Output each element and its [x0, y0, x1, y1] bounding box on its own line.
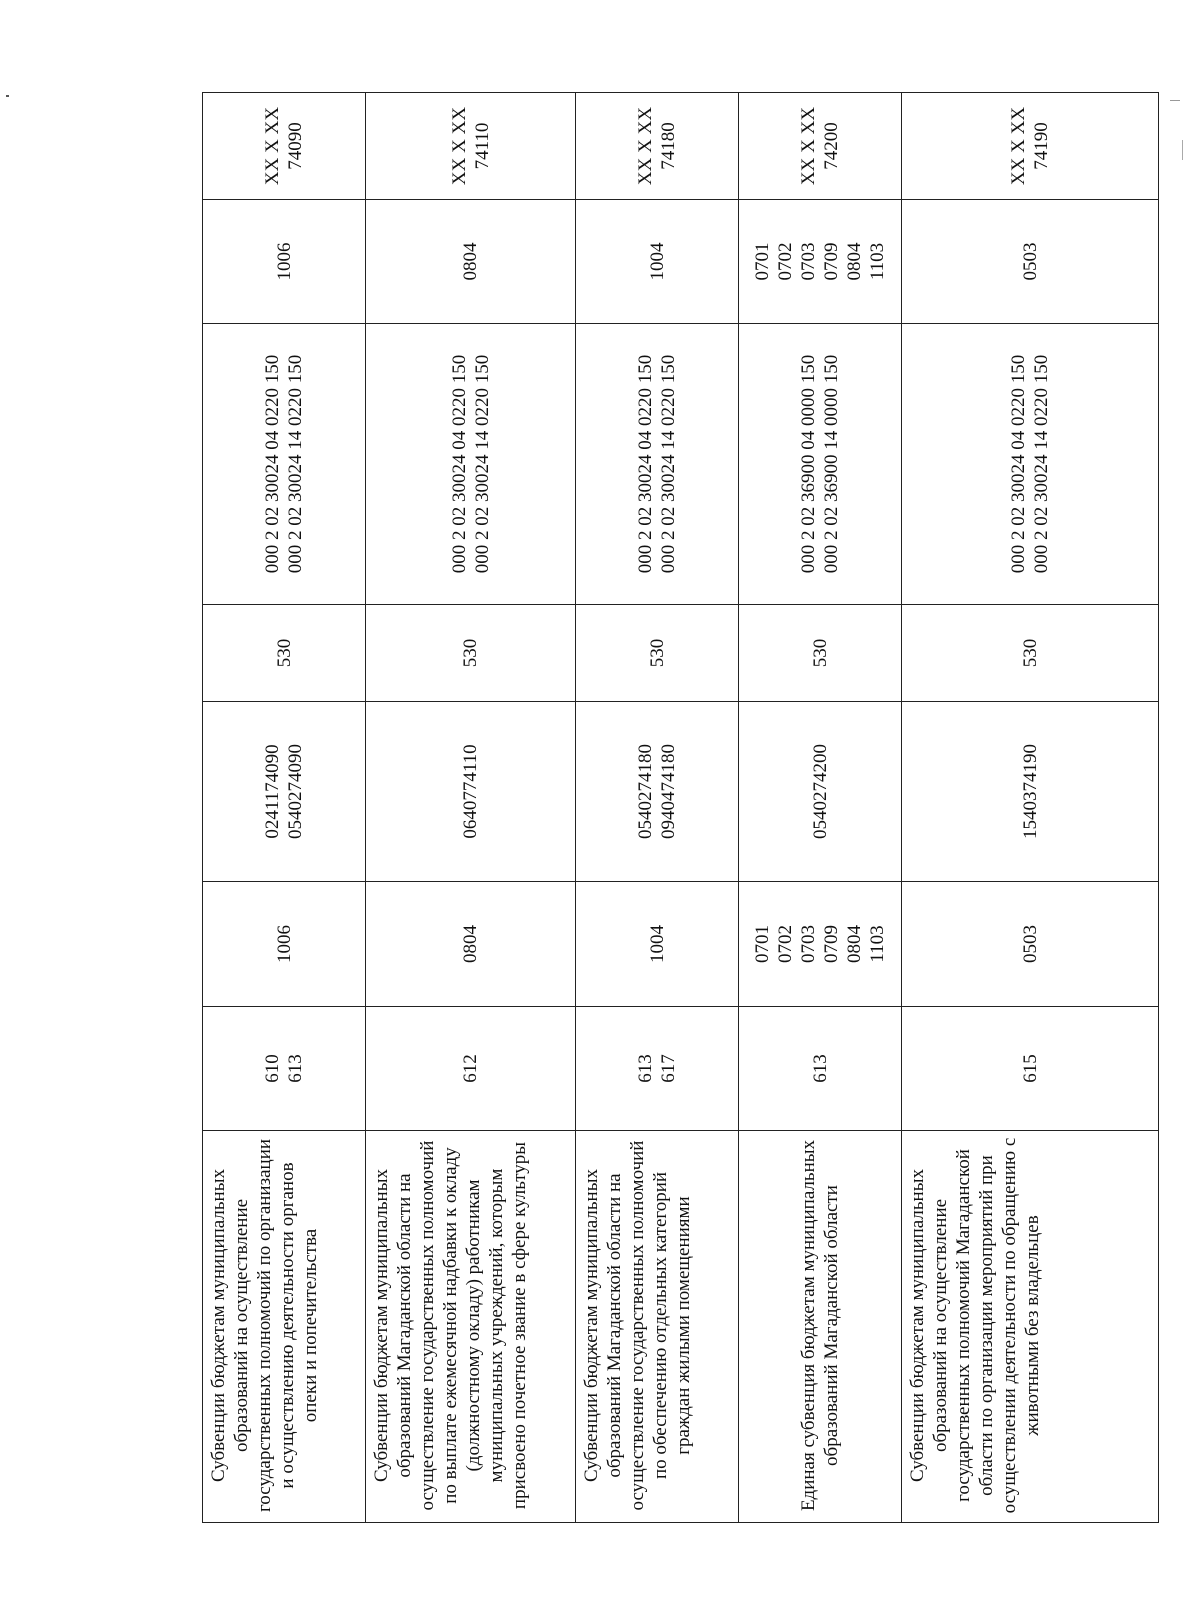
description-cell: Субвенции бюджетам муниципальных образований на осуществление государственных полномочий Магаданской области по организации мероприятий при осуществлении деятельности по обращению с животными без владельцев [902, 1131, 1159, 1523]
target-article-cell: 1540374190 [902, 702, 1159, 882]
table-row [902, 93, 1159, 1523]
section-2-cell: 1006 [203, 200, 366, 324]
budget-codes-cell [203, 324, 366, 605]
expense-type-cell: 530 [366, 605, 576, 702]
section-cell: 1006 [203, 882, 366, 1007]
budget-code-value: 000 2 02 30024 14 0220 150 [1031, 354, 1052, 574]
kosgu-value: 617 [658, 1054, 679, 1083]
code-cell: XX X XX 74180 [576, 93, 739, 200]
section-2-cell: 1004 [576, 200, 739, 324]
section-value: 1103 [867, 925, 888, 963]
rotated-table-container [202, 93, 1158, 1523]
budget-code-value: 000 2 02 30024 14 0220 150 [285, 354, 306, 574]
section-2-value: 0702 [775, 242, 796, 281]
section-2-value: 0703 [798, 242, 819, 281]
section-2-value: 1103 [867, 242, 888, 281]
section-2-cell: 0503 [902, 200, 1159, 324]
budget-code-value: 000 2 02 30024 14 0220 150 [658, 354, 679, 574]
description-cell: Единая субвенция бюджетам муниципальных образований Магаданской области [739, 1131, 902, 1523]
kosgu-cell: 613 [739, 1007, 902, 1131]
budget-codes-cell [739, 324, 902, 605]
section-cell: 1004 [576, 882, 739, 1007]
kosgu-value: 613 [635, 1054, 656, 1083]
section-2-value: 0709 [821, 242, 842, 281]
budget-code-value: 000 2 02 30024 04 0220 150 [262, 354, 283, 574]
code-cell: XX X XX 74090 [203, 93, 366, 200]
description-cell: Субвенции бюджетам муниципальных образований на осуществление государственных полномочий по организации и осуществлению деятельности органов опеки и попечительства [203, 1131, 366, 1523]
subvention-table [202, 92, 1159, 1523]
target-article-value: 0540274180 [635, 744, 656, 839]
budget-code-value: 000 2 02 36900 04 0000 150 [798, 354, 819, 574]
kosgu-cell: 615 [902, 1007, 1159, 1131]
kosgu-value: 613 [285, 1054, 306, 1083]
table-row [203, 93, 366, 1523]
expense-type-cell: 530 [902, 605, 1159, 702]
scan-mark [1182, 140, 1183, 160]
target-article-cell: 0640774110 [366, 702, 576, 882]
expense-type-cell: 530 [739, 605, 902, 702]
target-article-value: 0241174090 [262, 744, 283, 839]
section-2-value: 0701 [752, 242, 773, 281]
kosgu-value: 610 [262, 1054, 283, 1083]
description-cell: Субвенции бюджетам муниципальных образований Магаданской области на осуществление государственных полномочий по выплате ежемесячной надбавки к окладу (должностному окладу) работникам муниципальных учреждений, которым присвоено почетное звание в сфере культуры [366, 1131, 576, 1523]
budget-code-value: 000 2 02 30024 04 0220 150 [635, 354, 656, 574]
scan-mark [6, 95, 9, 97]
kosgu-cell: 612 [366, 1007, 576, 1131]
expense-type-cell: 530 [203, 605, 366, 702]
section-2-cell [739, 200, 902, 324]
budget-codes-cell [366, 324, 576, 605]
budget-codes-cell [576, 324, 739, 605]
section-cell: 0804 [366, 882, 576, 1007]
budget-code-value: 000 2 02 30024 04 0220 150 [448, 354, 470, 574]
section-2-cell: 0804 [366, 200, 576, 324]
section-2-value: 0804 [844, 242, 865, 281]
budget-code-value: 000 2 02 30024 14 0220 150 [471, 354, 493, 574]
section-value: 0709 [821, 925, 842, 963]
budget-code-value: 000 2 02 30024 04 0220 150 [1008, 354, 1029, 574]
kosgu-cell [576, 1007, 739, 1131]
section-value: 0702 [775, 925, 796, 963]
table-row [576, 93, 739, 1523]
table-row [366, 93, 576, 1523]
target-article-cell [576, 702, 739, 882]
table-row [739, 93, 902, 1523]
code-cell: XX X XX 74200 [739, 93, 902, 200]
code-cell: XX X XX 74110 [366, 93, 576, 200]
target-article-value: 0540274090 [285, 744, 306, 839]
target-article-value: 0940474180 [658, 744, 679, 839]
budget-codes-cell [902, 324, 1159, 605]
code-cell: XX X XX 74190 [902, 93, 1159, 200]
target-article-cell [203, 702, 366, 882]
description-cell: Субвенции бюджетам муниципальных образований Магаданской области на осуществление государственных полномочий по обеспечению отдельных категорий граждан жилыми помещениями [576, 1131, 739, 1523]
kosgu-cell [203, 1007, 366, 1131]
budget-code-value: 000 2 02 36900 14 0000 150 [821, 354, 842, 574]
section-cell [739, 882, 902, 1007]
expense-type-cell: 530 [576, 605, 739, 702]
section-value: 0703 [798, 925, 819, 963]
target-article-cell: 0540274200 [739, 702, 902, 882]
section-value: 0701 [752, 925, 773, 963]
section-value: 0804 [844, 925, 865, 963]
section-cell: 0503 [902, 882, 1159, 1007]
scan-mark [1170, 100, 1180, 101]
